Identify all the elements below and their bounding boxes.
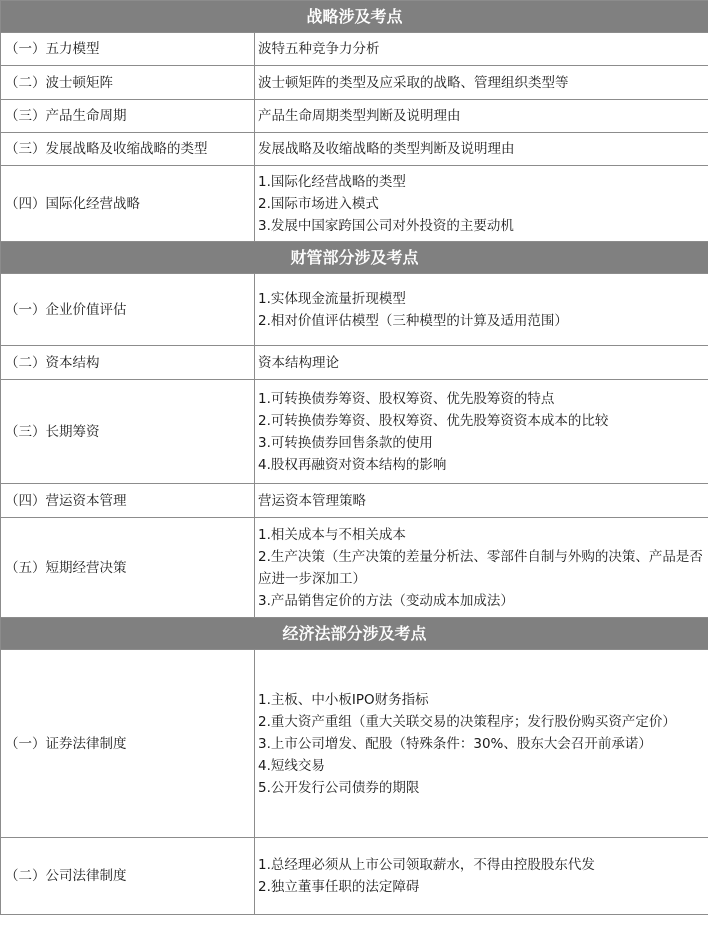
topic-cell: （五）短期经营决策 xyxy=(1,518,255,618)
section-header xyxy=(1,242,708,274)
points-cell xyxy=(255,166,708,242)
topic-cell: （一）五力模型 xyxy=(1,33,255,66)
table-row xyxy=(1,838,708,915)
table-row xyxy=(1,133,708,166)
table-row xyxy=(1,100,708,133)
point-line: 3.发展中国家跨国公司对外投资的主要动机 xyxy=(258,217,514,234)
point-line: 2.国际市场进入模式 xyxy=(258,195,379,212)
table-row xyxy=(1,650,708,838)
section-header xyxy=(1,618,708,650)
point-line: 1.总经理必须从上市公司领取薪水，不得由控股股东代发 xyxy=(258,857,595,873)
topic-cell: （三）发展战略及收缩战略的类型 xyxy=(1,133,255,166)
points-cell xyxy=(255,518,708,618)
point-line: 1.主板、中小板IPO财务指标 xyxy=(258,691,429,708)
point-line: 4.股权再融资对资本结构的影响 xyxy=(258,456,447,473)
points-cell xyxy=(255,346,708,380)
point-line: 4.短线交易 xyxy=(258,757,325,774)
points-cell xyxy=(255,274,708,346)
point-line: 2.生产决策（生产决策的差量分析法、零部件自制与外购的决策、产品是否应进一步深加工） xyxy=(258,548,703,587)
points-cell xyxy=(255,838,708,915)
point-line: 资本结构理论 xyxy=(258,354,339,371)
point-line: 发展战略及收缩战略的类型判断及说明理由 xyxy=(258,141,515,157)
table-row xyxy=(1,33,708,66)
point-line: 1.可转换债券筹资、股权筹资、优先股筹资的特点 xyxy=(258,390,555,407)
table-row xyxy=(1,274,708,346)
topic-cell: （二）资本结构 xyxy=(1,346,255,380)
topic-cell: （二）公司法律制度 xyxy=(1,838,255,915)
topic-cell: （四）国际化经营战略 xyxy=(1,166,255,242)
point-line: 3.上市公司增发、配股（特殊条件：30%、股东大会召开前承诺） xyxy=(258,735,652,752)
point-line: 2.可转换债券筹资、股权筹资、优先股筹资资本成本的比较 xyxy=(258,412,609,429)
points-cell xyxy=(255,33,708,66)
points-cell xyxy=(255,484,708,518)
points-cell xyxy=(255,100,708,133)
point-line: 2.独立董事任职的法定障碍 xyxy=(258,879,420,895)
point-line: 营运资本管理策略 xyxy=(258,492,366,509)
point-line: 1.相关成本与不相关成本 xyxy=(258,526,406,543)
topic-cell: （四）营运资本管理 xyxy=(1,484,255,518)
points-cell xyxy=(255,380,708,484)
topic-cell: （一）证券法律制度 xyxy=(1,650,255,838)
table-row xyxy=(1,380,708,484)
point-line: 1.国际化经营战略的类型 xyxy=(258,173,406,190)
table-row xyxy=(1,166,708,242)
point-line: 3.可转换债券回售条款的使用 xyxy=(258,434,433,451)
table-row xyxy=(1,518,708,618)
point-line: 1.实体现金流量折现模型 xyxy=(258,290,406,307)
point-line: 波特五种竞争力分析 xyxy=(258,41,380,57)
section-header xyxy=(1,1,708,33)
table-row xyxy=(1,484,708,518)
table-row xyxy=(1,346,708,380)
point-line: 产品生命周期类型判断及说明理由 xyxy=(258,108,461,124)
topic-cell: （一）企业价值评估 xyxy=(1,274,255,346)
point-line: 3.产品销售定价的方法（变动成本加成法） xyxy=(258,592,514,609)
point-line: 2.重大资产重组（重大关联交易的决策程序；发行股份购买资产定价） xyxy=(258,713,676,730)
section-title: 经济法部分涉及考点 xyxy=(1,618,708,650)
points-cell xyxy=(255,133,708,166)
section-title: 财管部分涉及考点 xyxy=(1,242,708,274)
topic-cell: （三）产品生命周期 xyxy=(1,100,255,133)
topic-cell: （二）波士顿矩阵 xyxy=(1,66,255,100)
points-cell xyxy=(255,66,708,100)
points-cell xyxy=(255,650,708,838)
section-title: 战略涉及考点 xyxy=(1,1,708,33)
point-line: 5.公开发行公司债券的期限 xyxy=(258,779,420,796)
topic-cell: （三）长期筹资 xyxy=(1,380,255,484)
point-line: 2.相对价值评估模型（三种模型的计算及适用范围） xyxy=(258,312,568,329)
table-row xyxy=(1,66,708,100)
point-line: 波士顿矩阵的类型及应采取的战略、管理组织类型等 xyxy=(258,74,569,91)
